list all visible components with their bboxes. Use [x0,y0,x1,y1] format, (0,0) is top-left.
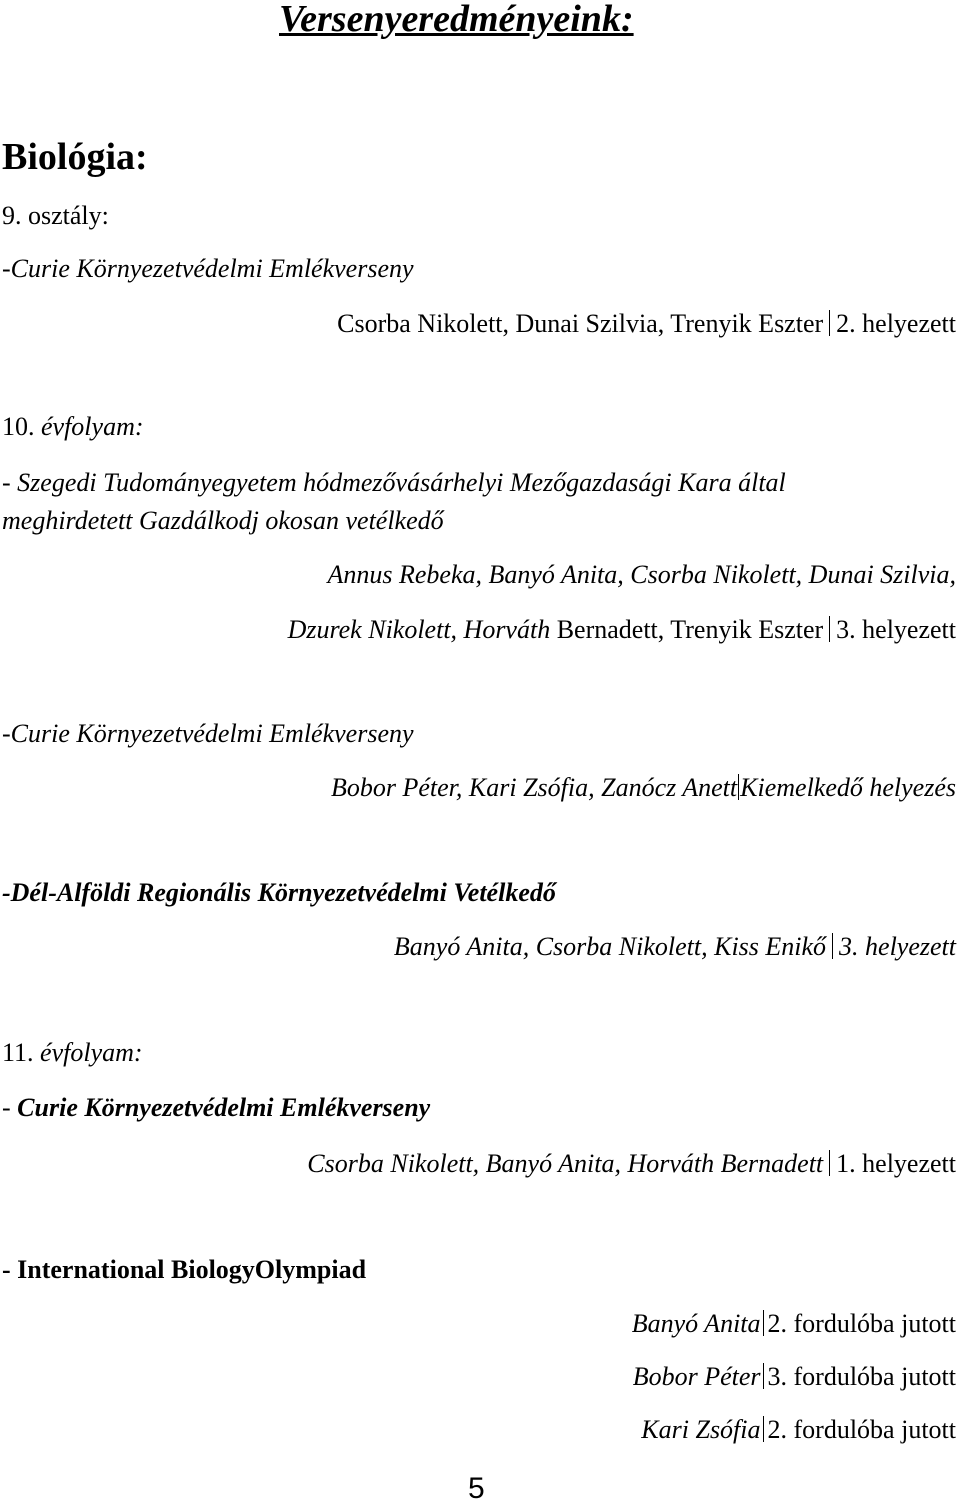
result-value: 2. fordulóba jutott [767,1415,956,1444]
result-line [633,1363,956,1390]
participant-names: Bobor Péter, Kari Zsófia, Zanócz Anett [330,773,738,802]
result-value: 3. helyezett [836,615,956,644]
competition-title: - International BiologyOlympiad [2,1255,367,1284]
result-value: 3. helyezett [839,932,956,961]
competition-title [2,470,786,496]
competition-name: Curie Környezetvédelmi Emlékverseny [17,1093,431,1122]
competition-name: Curie Környezetvédelmi Emlékverseny [10,719,414,748]
participant-names-line1: Annus Rebeka, Banyó Anita, Csorba Nikolett, Dunai Szilvia, [327,560,956,589]
participant-name: Bobor Péter [632,1362,761,1391]
grade-word: évfolyam: [34,412,144,441]
competition-dash: - [2,468,18,497]
result-line [394,933,956,960]
result-value: 3. fordulóba jutott [767,1362,956,1391]
column-separator [829,310,830,336]
result-value: Kiemelkedő helyezés [740,773,956,802]
competition-name: Curie Környezetvédelmi Emlékverseny [10,254,414,283]
result-value: 2. helyezett [836,309,956,338]
participant-names: Csorba Nikolett, Dunai Szilvia, Trenyik Eszter [337,309,824,338]
result-value: 2. fordulóba jutott [767,1309,956,1338]
result-line [288,616,956,643]
result-value: 1. helyezett [836,1149,956,1178]
participant-name: Banyó Anita [631,1309,761,1338]
result-line [632,1310,956,1337]
grade-9-label: 9. osztály: [2,201,109,230]
grade-number: 10. [2,412,35,441]
competition-title: -Dél-Alföldi Regionális Környezetvédelmi Vetélkedő [2,878,556,907]
competition-dash: - [2,1093,18,1122]
column-separator [832,933,833,959]
column-separator [829,616,830,642]
page-number: 5 [468,1472,485,1505]
participant-names-plain: Bernadett, Trenyik Eszter [550,615,824,644]
subject-heading: Biológia: [2,136,148,178]
grade-11-label [2,1040,143,1066]
result-line [331,774,956,801]
competition-title [2,256,414,282]
competition-name-line2: meghirdetett Gazdálkodj okosan vetélkedő [2,506,444,535]
column-separator [829,1150,830,1176]
competition-dash: - [2,254,11,283]
competition-dash: - [2,719,11,748]
participant-names: Csorba Nikolett, Banyó Anita, Horváth Bernadett [307,1149,824,1178]
competition-title [2,721,414,747]
participant-names: Banyó Anita, Csorba Nikolett, Kiss Enikő [393,932,827,961]
grade-10-label [2,414,144,440]
competition-title [2,1095,430,1121]
column-separator [738,774,739,800]
result-line [337,310,956,337]
participant-name: Kari Zsófia [641,1415,761,1444]
column-separator [763,1363,764,1389]
participant-names-italic: Dzurek Nikolett, Horváth [287,615,551,644]
column-separator [763,1310,764,1336]
grade-word: évfolyam: [33,1038,143,1067]
grade-number: 11. [2,1038,34,1067]
competition-name-line1: Szegedi Tudományegyetem hódmezővásárhelyi Mezőgazdasági Kara által [17,468,786,497]
column-separator [763,1416,764,1442]
result-line [307,1150,956,1177]
page-title: Versenyeredményeink: [279,0,634,40]
result-line [641,1416,956,1443]
